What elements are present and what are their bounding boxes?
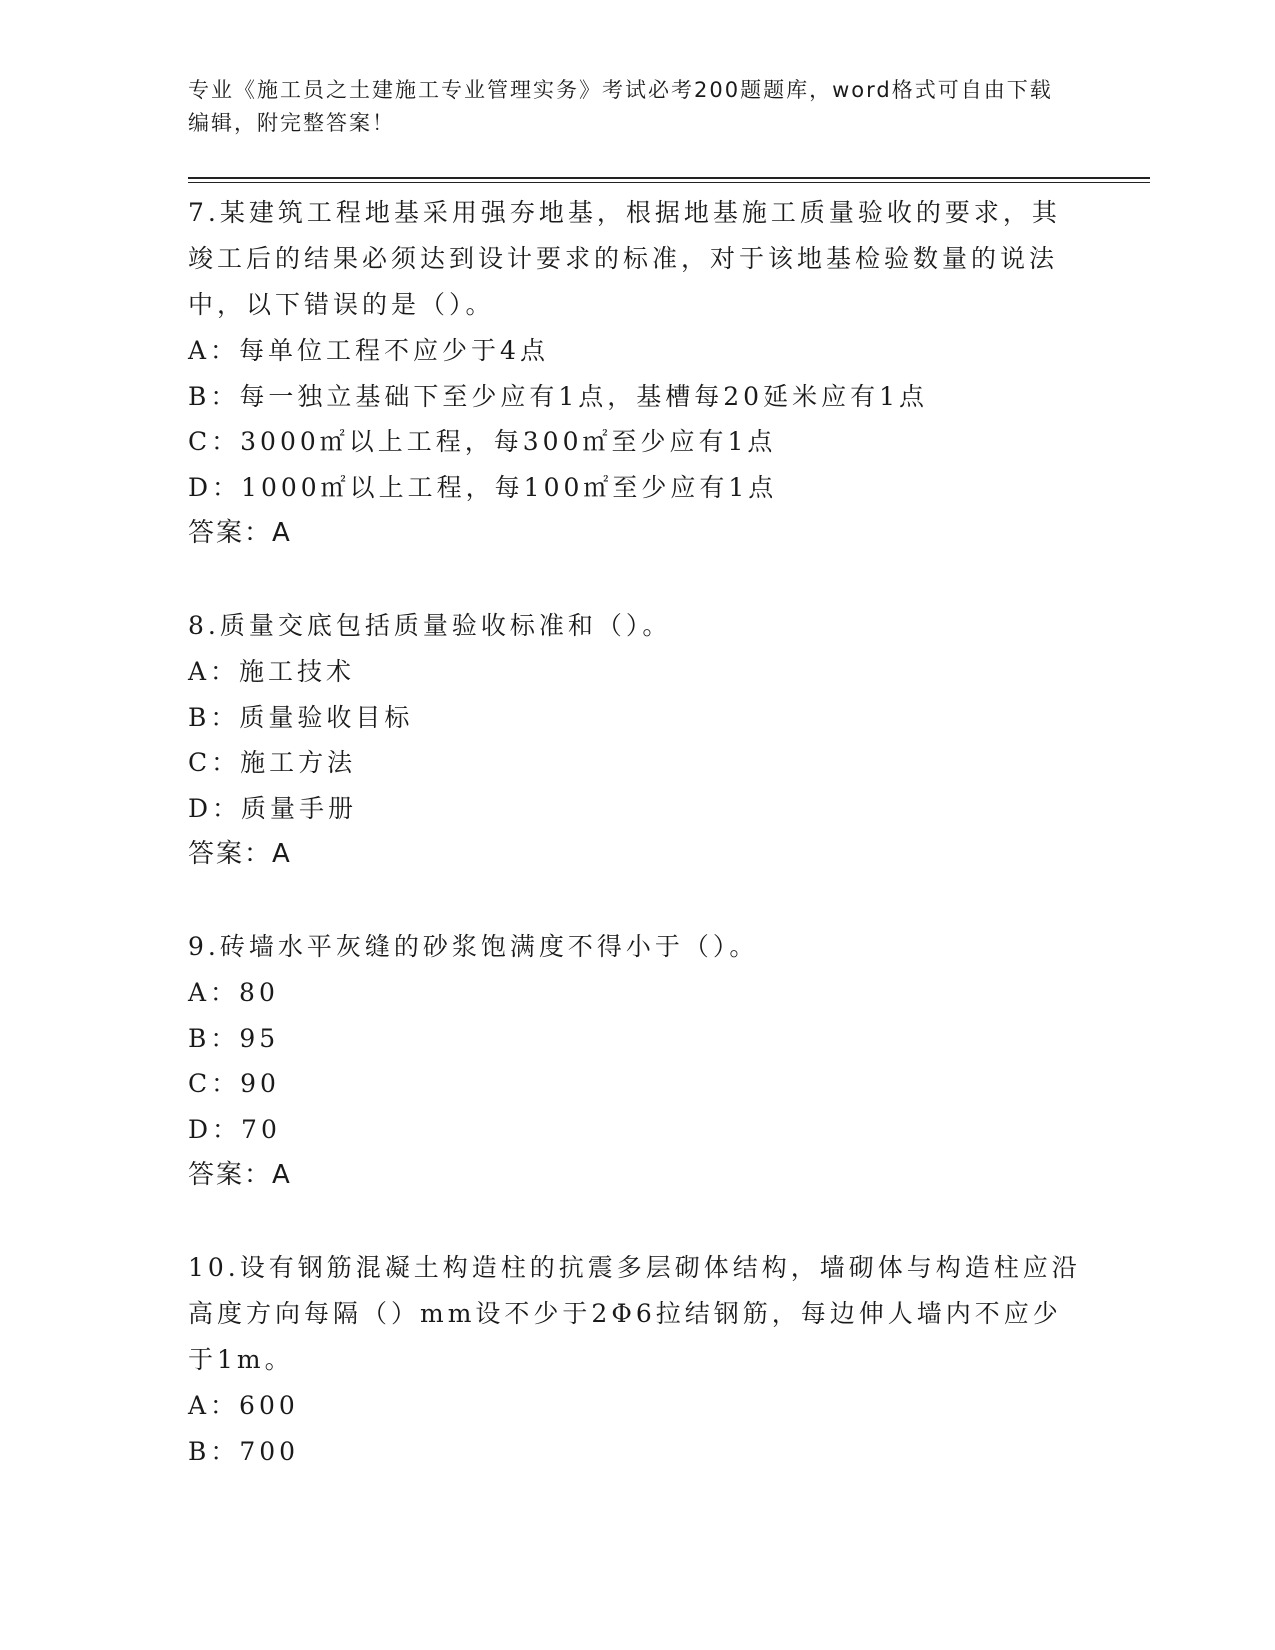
option-a: A：600 [188, 1391, 299, 1420]
option-a: A：每单位工程不应少于4点 [188, 336, 549, 365]
question-7 [188, 190, 1088, 556]
answer: 答案：A [188, 1160, 292, 1190]
option-a: A：施工技术 [188, 657, 356, 686]
header-rule-thick [188, 177, 1150, 179]
question-10 [188, 1245, 1088, 1474]
answer: 答案：A [188, 518, 292, 548]
question-8 [188, 603, 1088, 877]
option-b: B：95 [188, 1023, 280, 1053]
option-c: C：90 [188, 1069, 280, 1098]
question-text: 8.质量交底包括质量验收标准和（）。 [188, 611, 672, 640]
answer: 答案：A [188, 839, 292, 869]
option-a: A：80 [188, 978, 279, 1007]
question-text: 9.砖墙水平灰缝的砂浆饱满度不得小于（）。 [188, 932, 759, 961]
option-c: C：施工方法 [188, 748, 357, 777]
document-header: 专业《施工员之土建施工专业管理实务》考试必考200题题库，word格式可自由下载编辑，附完整答案！ [188, 78, 1053, 135]
option-d: D：质量手册 [188, 793, 358, 823]
option-d: D：1000㎡以上工程，每100㎡至少应有1点 [188, 472, 778, 502]
question-text: 10.设有钢筋混凝土构造柱的抗震多层砌体结构，墙砌体与构造柱应沿高度方向每隔（）mm设不少于2Φ6拉结钢筋，每边伸人墙内不应少于1m。 [188, 1253, 1081, 1374]
option-d: D：70 [188, 1114, 281, 1144]
question-9 [188, 924, 1088, 1198]
header-rule-thin [188, 182, 1150, 183]
option-c: C：3000㎡以上工程，每300㎡至少应有1点 [188, 427, 777, 456]
question-text: 7.某建筑工程地基采用强夯地基，根据地基施工质量验收的要求，其竣工后的结果必须达到设计要求的标准，对于该地基检验数量的说法中，以下错误的是（）。 [188, 198, 1061, 319]
option-b: B：质量验收目标 [188, 702, 414, 732]
question-list [188, 190, 1088, 1474]
option-b: B：700 [188, 1436, 300, 1466]
option-b: B：每一独立基础下至少应有1点，基槽每20延米应有1点 [188, 381, 928, 411]
